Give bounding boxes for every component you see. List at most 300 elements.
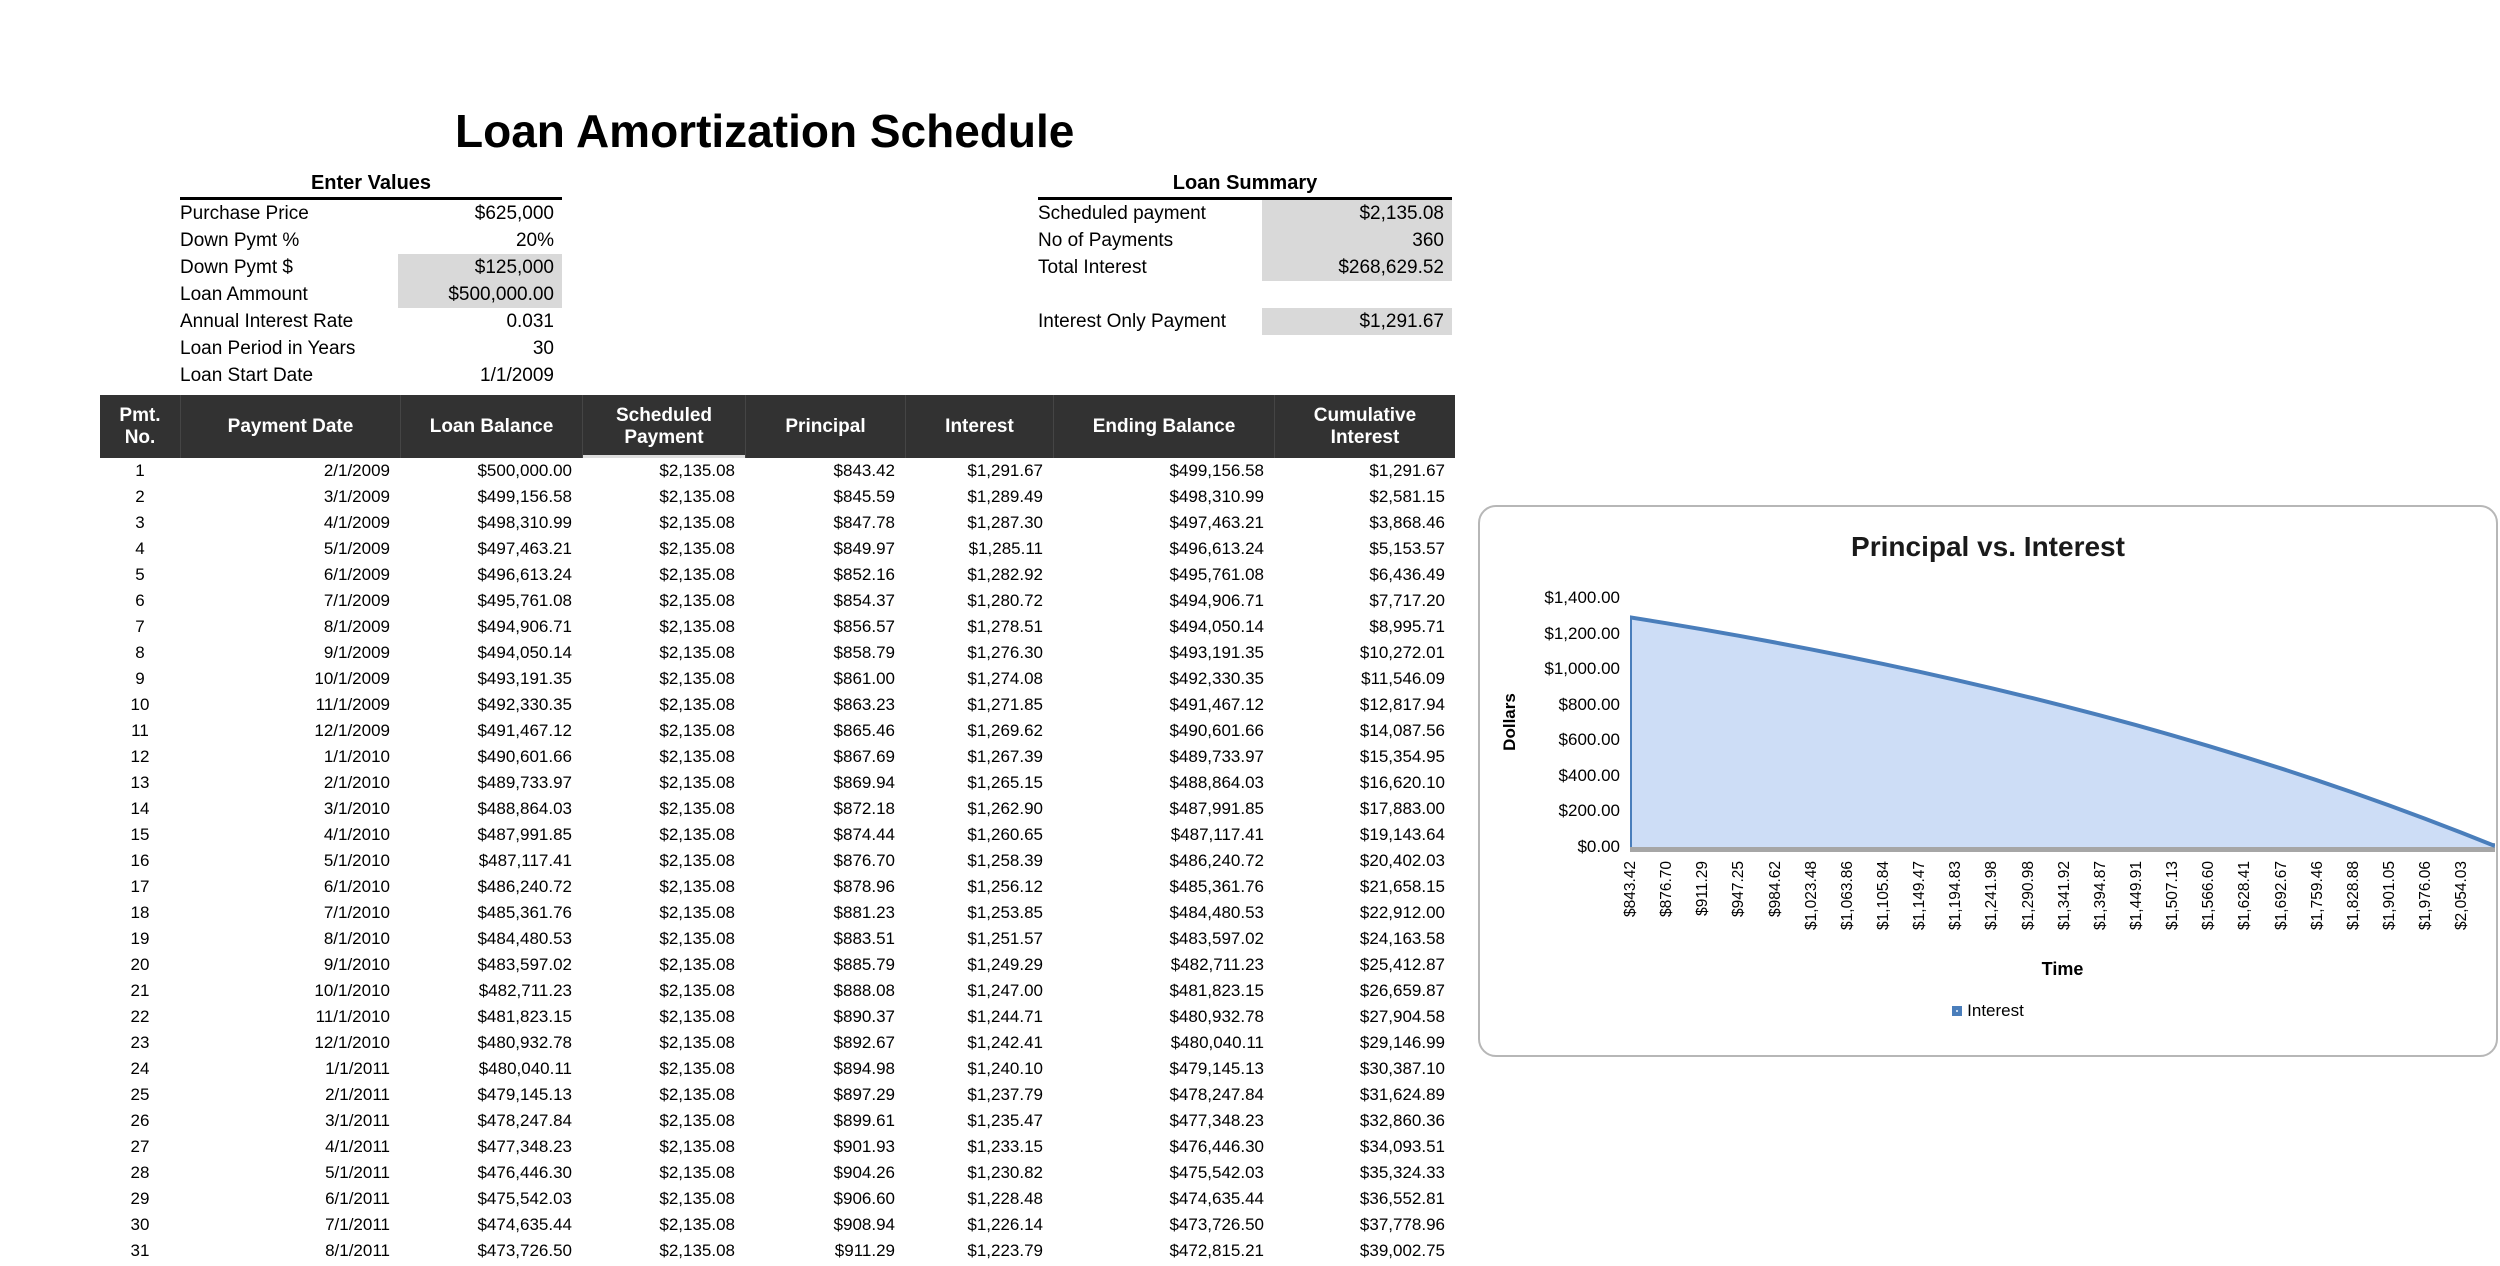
table-cell: $1,230.82 xyxy=(967,1163,1043,1182)
table-cell: $494,906.71 xyxy=(1169,591,1264,610)
table-cell: $1,240.10 xyxy=(967,1059,1043,1078)
table-cell: $17,883.00 xyxy=(1359,799,1445,818)
y-tick-label: $1,000.00 xyxy=(1544,659,1620,679)
table-cell: $26,659.87 xyxy=(1359,981,1445,1000)
table-cell: $497,463.21 xyxy=(1169,513,1264,532)
y-tick-label: $200.00 xyxy=(1558,801,1620,821)
x-tick-label: $1,692.67 xyxy=(2272,861,2290,930)
x-tick-label: $1,507.13 xyxy=(2164,861,2182,930)
table-cell: $1,260.65 xyxy=(967,825,1043,844)
x-tick-label: $1,394.87 xyxy=(2091,861,2109,930)
table-cell: 7/1/2010 xyxy=(323,903,390,922)
table-cell: 18 xyxy=(130,903,150,922)
table-cell: $496,613.24 xyxy=(1169,539,1264,558)
table-cell: $491,467.12 xyxy=(477,721,572,740)
table-cell: 3 xyxy=(135,513,145,532)
field-row xyxy=(180,227,562,254)
x-tick-label: $843.42 xyxy=(1622,861,1639,918)
table-cell: $1,253.85 xyxy=(967,903,1043,922)
table-cell: 6/1/2010 xyxy=(323,877,390,896)
legend-label: Interest xyxy=(1967,1001,2024,1020)
table-cell: $486,240.72 xyxy=(1169,851,1264,870)
table-cell: $843.42 xyxy=(833,461,895,480)
table-cell: $872.18 xyxy=(833,799,895,818)
y-tick-label: $1,200.00 xyxy=(1544,623,1620,643)
table-cell: 27 xyxy=(130,1137,150,1156)
field-row xyxy=(180,362,562,389)
table-cell: 4/1/2010 xyxy=(323,825,390,844)
table-cell: $493,191.35 xyxy=(1169,643,1264,662)
x-tick-label: $1,063.86 xyxy=(1838,861,1856,930)
page-title: Loan Amortization Schedule xyxy=(455,105,1075,157)
table-cell: $1,269.62 xyxy=(967,721,1043,740)
table-cell: $492,330.35 xyxy=(477,695,572,714)
table-cell: $475,542.03 xyxy=(477,1189,572,1208)
table-cell: $888.08 xyxy=(833,981,895,1000)
table-cell: 12/1/2009 xyxy=(314,721,390,740)
table-cell: 23 xyxy=(130,1033,150,1052)
table-cell: $475,542.03 xyxy=(1169,1163,1264,1182)
field-value-cell: $2,135.08 xyxy=(1262,200,1452,227)
table-cell: $474,635.44 xyxy=(1169,1189,1264,1208)
table-cell: $479,145.13 xyxy=(477,1085,572,1104)
field-value-cell[interactable]: 0.031 xyxy=(506,311,554,332)
table-cell: $476,446.30 xyxy=(1169,1137,1264,1156)
field-value-cell: $1,291.67 xyxy=(1262,308,1452,335)
table-cell: $474,635.44 xyxy=(477,1215,572,1234)
enter-values-panel xyxy=(180,170,562,389)
x-tick-label: $1,023.48 xyxy=(1802,861,1820,930)
table-row xyxy=(100,1212,1455,1238)
table-cell: $2,135.08 xyxy=(659,1085,735,1104)
table-cell: $34,093.51 xyxy=(1359,1137,1445,1156)
table-row xyxy=(100,796,1455,822)
table-cell: $2,135.08 xyxy=(659,747,735,766)
table-cell: $2,135.08 xyxy=(659,1007,735,1026)
table-header-row xyxy=(100,395,1455,458)
table-cell: 10/1/2010 xyxy=(314,981,390,1000)
table-cell: $1,233.15 xyxy=(967,1137,1043,1156)
table-cell: $482,711.23 xyxy=(1170,955,1264,974)
table-cell: $1,258.39 xyxy=(967,851,1043,870)
table-cell: 17 xyxy=(130,877,150,896)
x-tick-label: $1,759.46 xyxy=(2308,861,2326,930)
table-cell: $2,135.08 xyxy=(659,513,735,532)
table-cell: $1,237.79 xyxy=(967,1085,1043,1104)
table-cell: $477,348.23 xyxy=(1169,1111,1264,1130)
x-tick-label: $1,628.41 xyxy=(2236,861,2254,930)
table-cell: 8/1/2009 xyxy=(323,617,390,636)
table-cell: $11,546.09 xyxy=(1361,669,1445,688)
table-cell: $16,620.10 xyxy=(1359,773,1445,792)
loan-summary-rows xyxy=(1038,200,1452,335)
x-tick-label: $1,105.84 xyxy=(1874,861,1892,930)
table-row xyxy=(100,926,1455,952)
table-cell: $497,463.21 xyxy=(477,539,572,558)
chart-y-axis-title: Dollars xyxy=(1500,693,1519,751)
table-cell: $489,733.97 xyxy=(1169,747,1264,766)
table-cell: $500,000.00 xyxy=(477,461,572,480)
table-cell: $1,262.90 xyxy=(967,799,1043,818)
table-cell: $489,733.97 xyxy=(477,773,572,792)
chart-plot-area xyxy=(1630,598,2495,856)
table-cell: $2,135.08 xyxy=(659,955,735,974)
table-cell: $490,601.66 xyxy=(477,747,572,766)
table-cell: $2,135.08 xyxy=(659,617,735,636)
table-row xyxy=(100,562,1455,588)
table-cell: 21 xyxy=(130,981,150,1000)
table-cell: $863.23 xyxy=(833,695,895,714)
chart-legend xyxy=(1480,1001,2496,1021)
table-cell: $7,717.20 xyxy=(1369,591,1445,610)
field-value-cell: 360 xyxy=(1262,227,1452,254)
x-tick-label: $911.29 xyxy=(1694,861,1712,916)
table-cell: $39,002.75 xyxy=(1359,1241,1445,1260)
table-cell: $1,267.39 xyxy=(967,747,1043,766)
table-cell: 11 xyxy=(131,721,149,740)
table-cell: $2,135.08 xyxy=(659,695,735,714)
table-cell: $908.94 xyxy=(833,1215,895,1234)
field-value-cell: $268,629.52 xyxy=(1262,254,1452,281)
table-cell: $1,287.30 xyxy=(967,513,1043,532)
table-header-cell: Loan Balance xyxy=(400,395,582,458)
table-cell: $487,991.85 xyxy=(477,825,572,844)
table-cell: $849.97 xyxy=(833,539,895,558)
table-cell: 15 xyxy=(130,825,150,844)
table-cell: $20,402.03 xyxy=(1359,851,1445,870)
table-cell: 6/1/2011 xyxy=(325,1189,390,1208)
table-cell: $1,278.51 xyxy=(967,617,1043,636)
table-cell: 16 xyxy=(130,851,150,870)
principal-vs-interest-chart xyxy=(1478,505,2498,1057)
table-row xyxy=(100,718,1455,744)
table-cell: $878.96 xyxy=(833,877,895,896)
table-cell: $906.60 xyxy=(833,1189,895,1208)
table-cell: $874.44 xyxy=(833,825,895,844)
table-cell: $856.57 xyxy=(833,617,895,636)
table-cell: $496,613.24 xyxy=(477,565,572,584)
table-cell: $1,249.29 xyxy=(967,955,1043,974)
table-header-cell: Interest xyxy=(905,395,1053,458)
x-tick-label: $1,828.88 xyxy=(2344,861,2362,930)
table-cell: $498,310.99 xyxy=(477,513,572,532)
table-cell: $31,624.89 xyxy=(1359,1085,1445,1104)
field-label: Down Pymt $ xyxy=(180,257,293,278)
table-cell: $876.70 xyxy=(833,851,895,870)
table-cell: $2,135.08 xyxy=(659,643,735,662)
table-row xyxy=(100,952,1455,978)
x-tick-label: $1,976.06 xyxy=(2417,861,2435,930)
table-cell: $892.67 xyxy=(833,1033,895,1052)
field-row xyxy=(1038,254,1452,281)
table-cell: $2,135.08 xyxy=(659,1163,735,1182)
x-tick-label: $1,149.47 xyxy=(1911,861,1929,930)
x-tick-label: $1,566.60 xyxy=(2200,861,2218,930)
loan-summary-panel xyxy=(1038,170,1452,335)
field-label: Annual Interest Rate xyxy=(180,311,354,332)
table-row xyxy=(100,770,1455,796)
table-cell: 25 xyxy=(130,1085,150,1104)
table-cell: 30 xyxy=(130,1215,150,1234)
field-label: Loan Start Date xyxy=(180,365,314,386)
table-cell: $1,289.49 xyxy=(967,487,1043,506)
table-cell: $8,995.71 xyxy=(1369,617,1445,636)
table-cell: $2,135.08 xyxy=(659,1033,735,1052)
field-label: Down Pymt % xyxy=(180,230,300,251)
table-cell: $2,135.08 xyxy=(659,1189,735,1208)
table-cell: $1,271.85 xyxy=(967,695,1043,714)
table-cell: 8 xyxy=(135,643,145,662)
table-cell: $484,480.53 xyxy=(1169,903,1264,922)
table-cell: $1,235.47 xyxy=(967,1111,1043,1130)
table-cell: $2,135.08 xyxy=(659,461,735,480)
table-header-cell: Scheduled Payment xyxy=(582,395,745,458)
table-cell: $14,087.56 xyxy=(1359,721,1445,740)
table-cell: $1,280.72 xyxy=(967,591,1043,610)
table-cell: $1,291.67 xyxy=(1369,461,1445,480)
x-tick-label: $1,290.98 xyxy=(2019,861,2037,930)
field-value-cell[interactable]: 1/1/2009 xyxy=(480,365,554,386)
table-cell: 11/1/2009 xyxy=(315,695,390,714)
enter-values-header: Enter Values xyxy=(180,170,562,200)
table-cell: $499,156.58 xyxy=(1169,461,1264,480)
table-cell: 3/1/2010 xyxy=(323,799,390,818)
table-body xyxy=(100,458,1455,1264)
table-cell: 28 xyxy=(130,1163,150,1182)
table-row xyxy=(100,614,1455,640)
table-cell: 4/1/2009 xyxy=(323,513,390,532)
table-cell: 9 xyxy=(135,669,145,688)
table-cell: $19,143.64 xyxy=(1359,825,1445,844)
table-cell: $881.23 xyxy=(833,903,895,922)
table-cell: $1,228.48 xyxy=(967,1189,1043,1208)
chart-title: Principal vs. Interest xyxy=(1851,531,2125,562)
table-cell: $480,040.11 xyxy=(478,1059,572,1078)
table-row xyxy=(100,1056,1455,1082)
table-cell: $493,191.35 xyxy=(477,669,572,688)
table-row xyxy=(100,874,1455,900)
field-row xyxy=(180,254,562,281)
table-cell: 24 xyxy=(130,1059,150,1078)
table-cell: $1,282.92 xyxy=(967,565,1043,584)
table-cell: 6 xyxy=(135,591,145,610)
table-header-cell: Payment Date xyxy=(180,395,400,458)
table-cell: $1,242.41 xyxy=(967,1033,1043,1052)
table-cell: $899.61 xyxy=(833,1111,895,1130)
table-row xyxy=(100,536,1455,562)
table-cell: $490,601.66 xyxy=(1169,721,1264,740)
table-cell: $885.79 xyxy=(833,955,895,974)
interest-area xyxy=(1630,617,2495,847)
table-cell: $481,823.15 xyxy=(1169,981,1264,1000)
table-cell: 1 xyxy=(135,461,145,480)
table-header-cell: Cumulative Interest xyxy=(1274,395,1455,458)
table-cell: $883.51 xyxy=(833,929,895,948)
table-cell: $488,864.03 xyxy=(477,799,572,818)
table-row xyxy=(100,978,1455,1004)
table-cell: $2,135.08 xyxy=(659,1215,735,1234)
table-cell: $494,050.14 xyxy=(1169,617,1264,636)
table-cell: $1,276.30 xyxy=(967,643,1043,662)
table-cell: $852.16 xyxy=(833,565,895,584)
table-cell: 8/1/2010 xyxy=(323,929,390,948)
table-cell: $487,117.41 xyxy=(478,851,572,870)
table-cell: $861.00 xyxy=(833,669,895,688)
table-cell: 14 xyxy=(130,799,150,818)
table-cell: $2,581.15 xyxy=(1369,487,1445,506)
table-cell: $473,726.50 xyxy=(1169,1215,1264,1234)
table-cell: $478,247.84 xyxy=(477,1111,572,1130)
field-label: Loan Period in Years xyxy=(180,338,356,359)
table-cell: $2,135.08 xyxy=(659,721,735,740)
table-cell: $21,658.15 xyxy=(1359,877,1445,896)
table-header-cell: Principal xyxy=(745,395,905,458)
table-cell: $472,815.21 xyxy=(1169,1241,1264,1260)
table-cell: 22 xyxy=(130,1007,150,1026)
table-row xyxy=(100,1030,1455,1056)
table-cell: $869.94 xyxy=(833,773,895,792)
table-cell: $890.37 xyxy=(833,1007,895,1026)
x-tick-label: $2,054.03 xyxy=(2453,861,2471,930)
loan-summary-header: Loan Summary xyxy=(1038,170,1452,200)
table-cell: $486,240.72 xyxy=(477,877,572,896)
table-cell: $483,597.02 xyxy=(477,955,572,974)
table-cell: 3/1/2009 xyxy=(323,487,390,506)
y-tick-label: $1,400.00 xyxy=(1544,588,1620,607)
amortization-table xyxy=(100,395,1455,1264)
table-row xyxy=(100,744,1455,770)
table-cell: 31 xyxy=(130,1241,150,1260)
chart-y-axis-labels xyxy=(1480,588,1620,856)
table-cell: $22,912.00 xyxy=(1359,903,1445,922)
field-row xyxy=(180,281,562,308)
field-row xyxy=(1038,227,1452,254)
table-cell: $491,467.12 xyxy=(1169,695,1264,714)
table-cell: $25,412.87 xyxy=(1359,955,1445,974)
table-row xyxy=(100,640,1455,666)
table-cell: $865.46 xyxy=(833,721,895,740)
table-row xyxy=(100,1134,1455,1160)
table-cell: $1,285.11 xyxy=(968,539,1043,558)
table-row xyxy=(100,1108,1455,1134)
table-cell: $2,135.08 xyxy=(659,981,735,1000)
table-cell: $1,226.14 xyxy=(967,1215,1043,1234)
table-row xyxy=(100,1160,1455,1186)
table-row xyxy=(100,1238,1455,1264)
table-header-cell: Ending Balance xyxy=(1053,395,1274,458)
field-row xyxy=(180,335,562,362)
table-cell: $5,153.57 xyxy=(1369,539,1445,558)
field-value-cell xyxy=(1262,281,1452,308)
table-cell: 12 xyxy=(130,747,150,766)
table-cell: 4/1/2011 xyxy=(325,1137,390,1156)
table-cell: $479,145.13 xyxy=(1169,1059,1264,1078)
table-cell: $481,823.15 xyxy=(477,1007,572,1026)
field-row xyxy=(180,308,562,335)
table-cell: 2/1/2010 xyxy=(323,773,390,792)
table-cell: $1,274.08 xyxy=(967,669,1043,688)
table-cell: 3/1/2011 xyxy=(325,1111,390,1130)
table-cell: $36,552.81 xyxy=(1359,1189,1445,1208)
table-cell: $2,135.08 xyxy=(659,929,735,948)
table-row xyxy=(100,692,1455,718)
table-cell: $35,324.33 xyxy=(1359,1163,1445,1182)
table-cell: 5/1/2011 xyxy=(325,1163,390,1182)
table-cell: $499,156.58 xyxy=(477,487,572,506)
table-cell: $2,135.08 xyxy=(659,487,735,506)
table-row xyxy=(100,1004,1455,1030)
table-cell: $476,446.30 xyxy=(477,1163,572,1182)
table-cell: $897.29 xyxy=(833,1085,895,1104)
table-cell: $477,348.23 xyxy=(477,1137,572,1156)
table-cell: $894.98 xyxy=(833,1059,895,1078)
table-cell: $2,135.08 xyxy=(659,877,735,896)
table-cell: 4 xyxy=(135,539,145,558)
table-cell: $867.69 xyxy=(833,747,895,766)
table-row xyxy=(100,1186,1455,1212)
table-cell: $901.93 xyxy=(833,1137,895,1156)
field-value-cell[interactable]: $125,000 xyxy=(398,254,562,281)
field-row xyxy=(1038,308,1452,335)
field-value-cell[interactable]: $500,000.00 xyxy=(398,281,562,308)
table-cell: 8/1/2011 xyxy=(325,1241,390,1260)
table-cell: $2,135.08 xyxy=(659,851,735,870)
table-cell: $845.59 xyxy=(833,487,895,506)
table-cell: $30,387.10 xyxy=(1359,1059,1445,1078)
chart-x-axis-title: Time xyxy=(2041,959,2084,979)
x-tick-label: $1,241.98 xyxy=(1983,861,2001,930)
field-label: Scheduled payment xyxy=(1038,203,1206,224)
table-cell: $2,135.08 xyxy=(659,1111,735,1130)
table-cell: 12/1/2010 xyxy=(314,1033,390,1052)
table-cell: $1,291.67 xyxy=(967,461,1043,480)
table-cell: 7/1/2009 xyxy=(323,591,390,610)
table-cell: $2,135.08 xyxy=(659,565,735,584)
table-cell: $487,117.41 xyxy=(1170,825,1264,844)
table-cell: 7/1/2011 xyxy=(325,1215,390,1234)
table-cell: $911.29 xyxy=(834,1241,895,1260)
table-cell: $2,135.08 xyxy=(659,669,735,688)
table-cell: $15,354.95 xyxy=(1359,747,1445,766)
enter-values-rows xyxy=(180,200,562,389)
table-cell: $2,135.08 xyxy=(659,591,735,610)
table-cell: $2,135.08 xyxy=(659,825,735,844)
y-tick-label: $400.00 xyxy=(1558,765,1620,785)
field-value-cell[interactable]: $625,000 xyxy=(474,203,554,224)
table-cell: 9/1/2010 xyxy=(323,955,390,974)
table-cell: $12,817.94 xyxy=(1359,695,1445,714)
table-cell: $478,247.84 xyxy=(1169,1085,1264,1104)
table-cell: $2,135.08 xyxy=(659,1137,735,1156)
table-header-cell: Pmt. No. xyxy=(119,404,161,448)
x-tick-label: $876.70 xyxy=(1658,861,1676,918)
table-cell: $498,310.99 xyxy=(1169,487,1264,506)
table-cell: 1/1/2011 xyxy=(325,1059,390,1078)
table-row xyxy=(100,1082,1455,1108)
table-cell: $2,135.08 xyxy=(659,1059,735,1078)
table-row xyxy=(100,900,1455,926)
field-value-cell[interactable]: 30 xyxy=(532,338,554,359)
field-value-cell[interactable]: 20% xyxy=(515,230,554,251)
table-cell: 2/1/2011 xyxy=(325,1085,390,1104)
table-cell: 7 xyxy=(135,617,145,636)
chart-x-axis-labels xyxy=(1622,861,2495,961)
table-cell: 29 xyxy=(130,1189,150,1208)
table-cell: 2/1/2009 xyxy=(323,461,390,480)
table-cell: 5/1/2010 xyxy=(323,851,390,870)
field-label: No of Payments xyxy=(1038,230,1174,251)
table-cell: $29,146.99 xyxy=(1359,1033,1445,1052)
